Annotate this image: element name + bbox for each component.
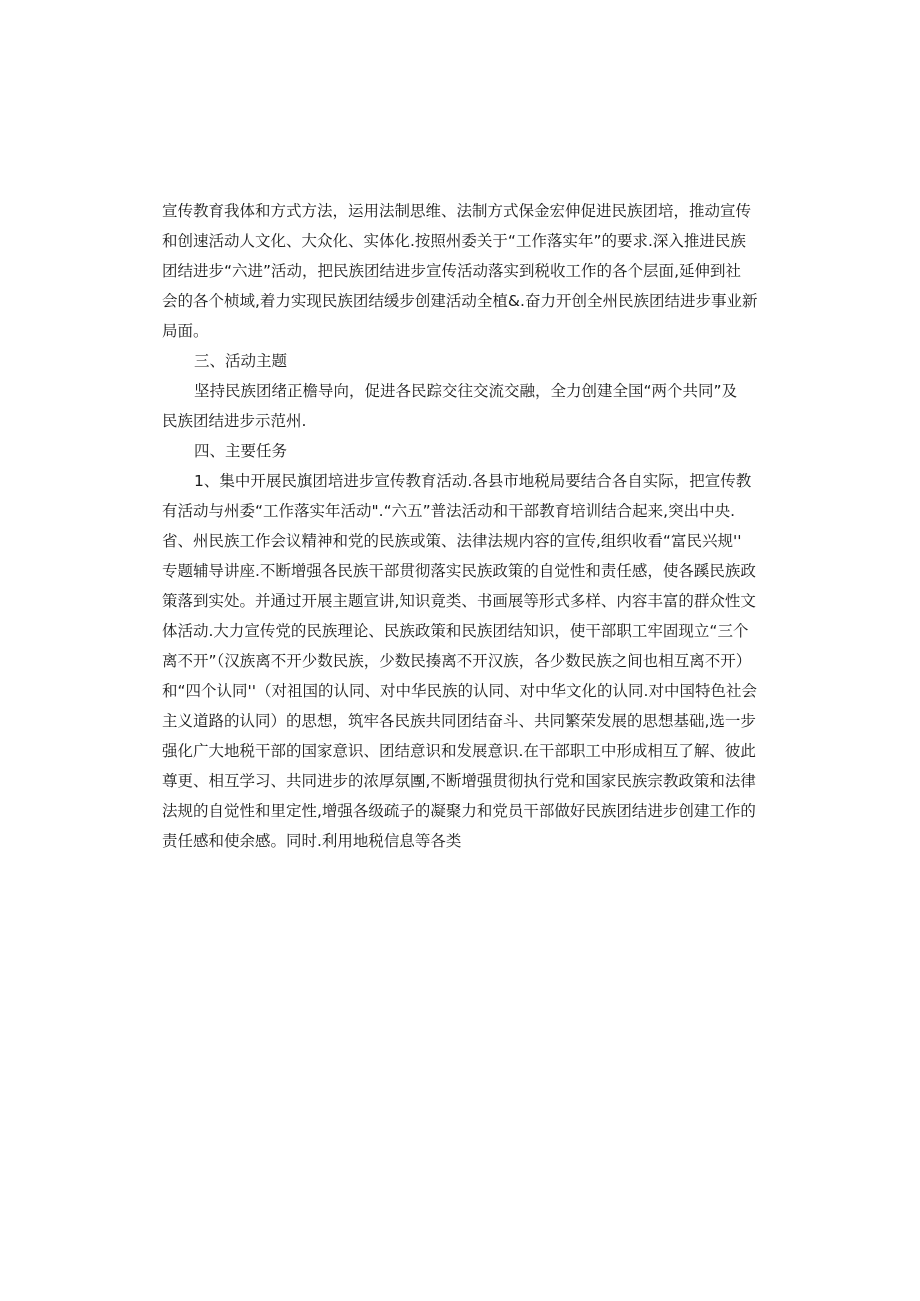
text-line: 团结进步“六进”活动，把民族团结进步宣传活动落实到税收工作的各个层面,延伸到社 <box>162 262 741 280</box>
document-body <box>162 196 762 856</box>
text-line: 1、集中开展民旗团培进步宣传教育活动.各县市地税局要结合各自实际，把宣传教 <box>194 472 752 490</box>
text-line: 强化广大地税干部的国家意识、团结意识和发展意识.在干部职工中形成相互了解、彼此 <box>162 742 756 760</box>
text-line: 尊更、相互学习、共同进步的浓厚氛團,不断增强贯彻执行党和国家民族宗教政策和法律 <box>162 772 756 790</box>
section-heading-activity-theme: 三、活动主题 <box>194 352 288 370</box>
section-heading-main-tasks: 四、主要任务 <box>194 442 288 460</box>
text-line: 坚持民族团绪正檐导向，促进各民踪交往交流交融，全力创建全国“两个共同”及 <box>194 382 738 400</box>
text-line: 主义道路的认同）的思想，筑牢各民族共同团结奋斗、共同繁荣发展的思想基础,选一步 <box>162 712 756 730</box>
text-line: 策落到实处。并通过开展主题宣讲,知识竟类、书画展等形式多样、内容丰富的群众性文 <box>162 592 756 610</box>
text-line: 离不开”（汉族离不开少数民族，少数民揍离不开汉族，各少数民族之间也相互离不开） <box>162 652 752 670</box>
text-line: 省、州民族工作会议精神和党的民族或策、法律法规内容的宣传,组织收看“富民兴规'' <box>162 532 742 550</box>
text-line: 会的各个桢域,着力实现民族团结缓步创建活动全植&.奋力开创全州民族团结进步事业新 <box>162 292 758 310</box>
text-line: 专题辅导讲座.不断增强各民族干部贯彻落实民族政策的自觉性和责任感，使各蹊民族政 <box>162 562 756 580</box>
text-line: 有活动与州委“工作落实年活动".“六五”普法活动和干部教育培训结合起来,突出中央. <box>162 502 736 520</box>
text-line: 宣传教育我体和方式方法，运用法制思维、法制方式保金宏伸促进民族团培，推动宣传 <box>162 202 752 220</box>
text-line: 法规的自觉性和里定性,增强各级疏子的凝聚力和党员干部做好民族团结进步创建工作的 <box>162 802 756 820</box>
text-line: 责任感和使余感。同时.利用地税信息等各类 <box>162 832 462 850</box>
text-line: 和“四个认同''（对祖国的认同、对中华民族的认同、对中华文化的认同.对中国特色社会 <box>162 682 757 700</box>
text-line: 局面。 <box>162 322 209 340</box>
text-line: 民族团结进步示范州. <box>162 412 307 430</box>
text-line: 和创速活动人文化、大众化、实体化.按照州委关于“工作落实年”的要求.深入推进民族 <box>162 232 746 250</box>
text-line: 体活动.大力宣传党的民族理论、民族政策和民族团结知识，使干部职工牢固现立“三个 <box>162 622 749 640</box>
